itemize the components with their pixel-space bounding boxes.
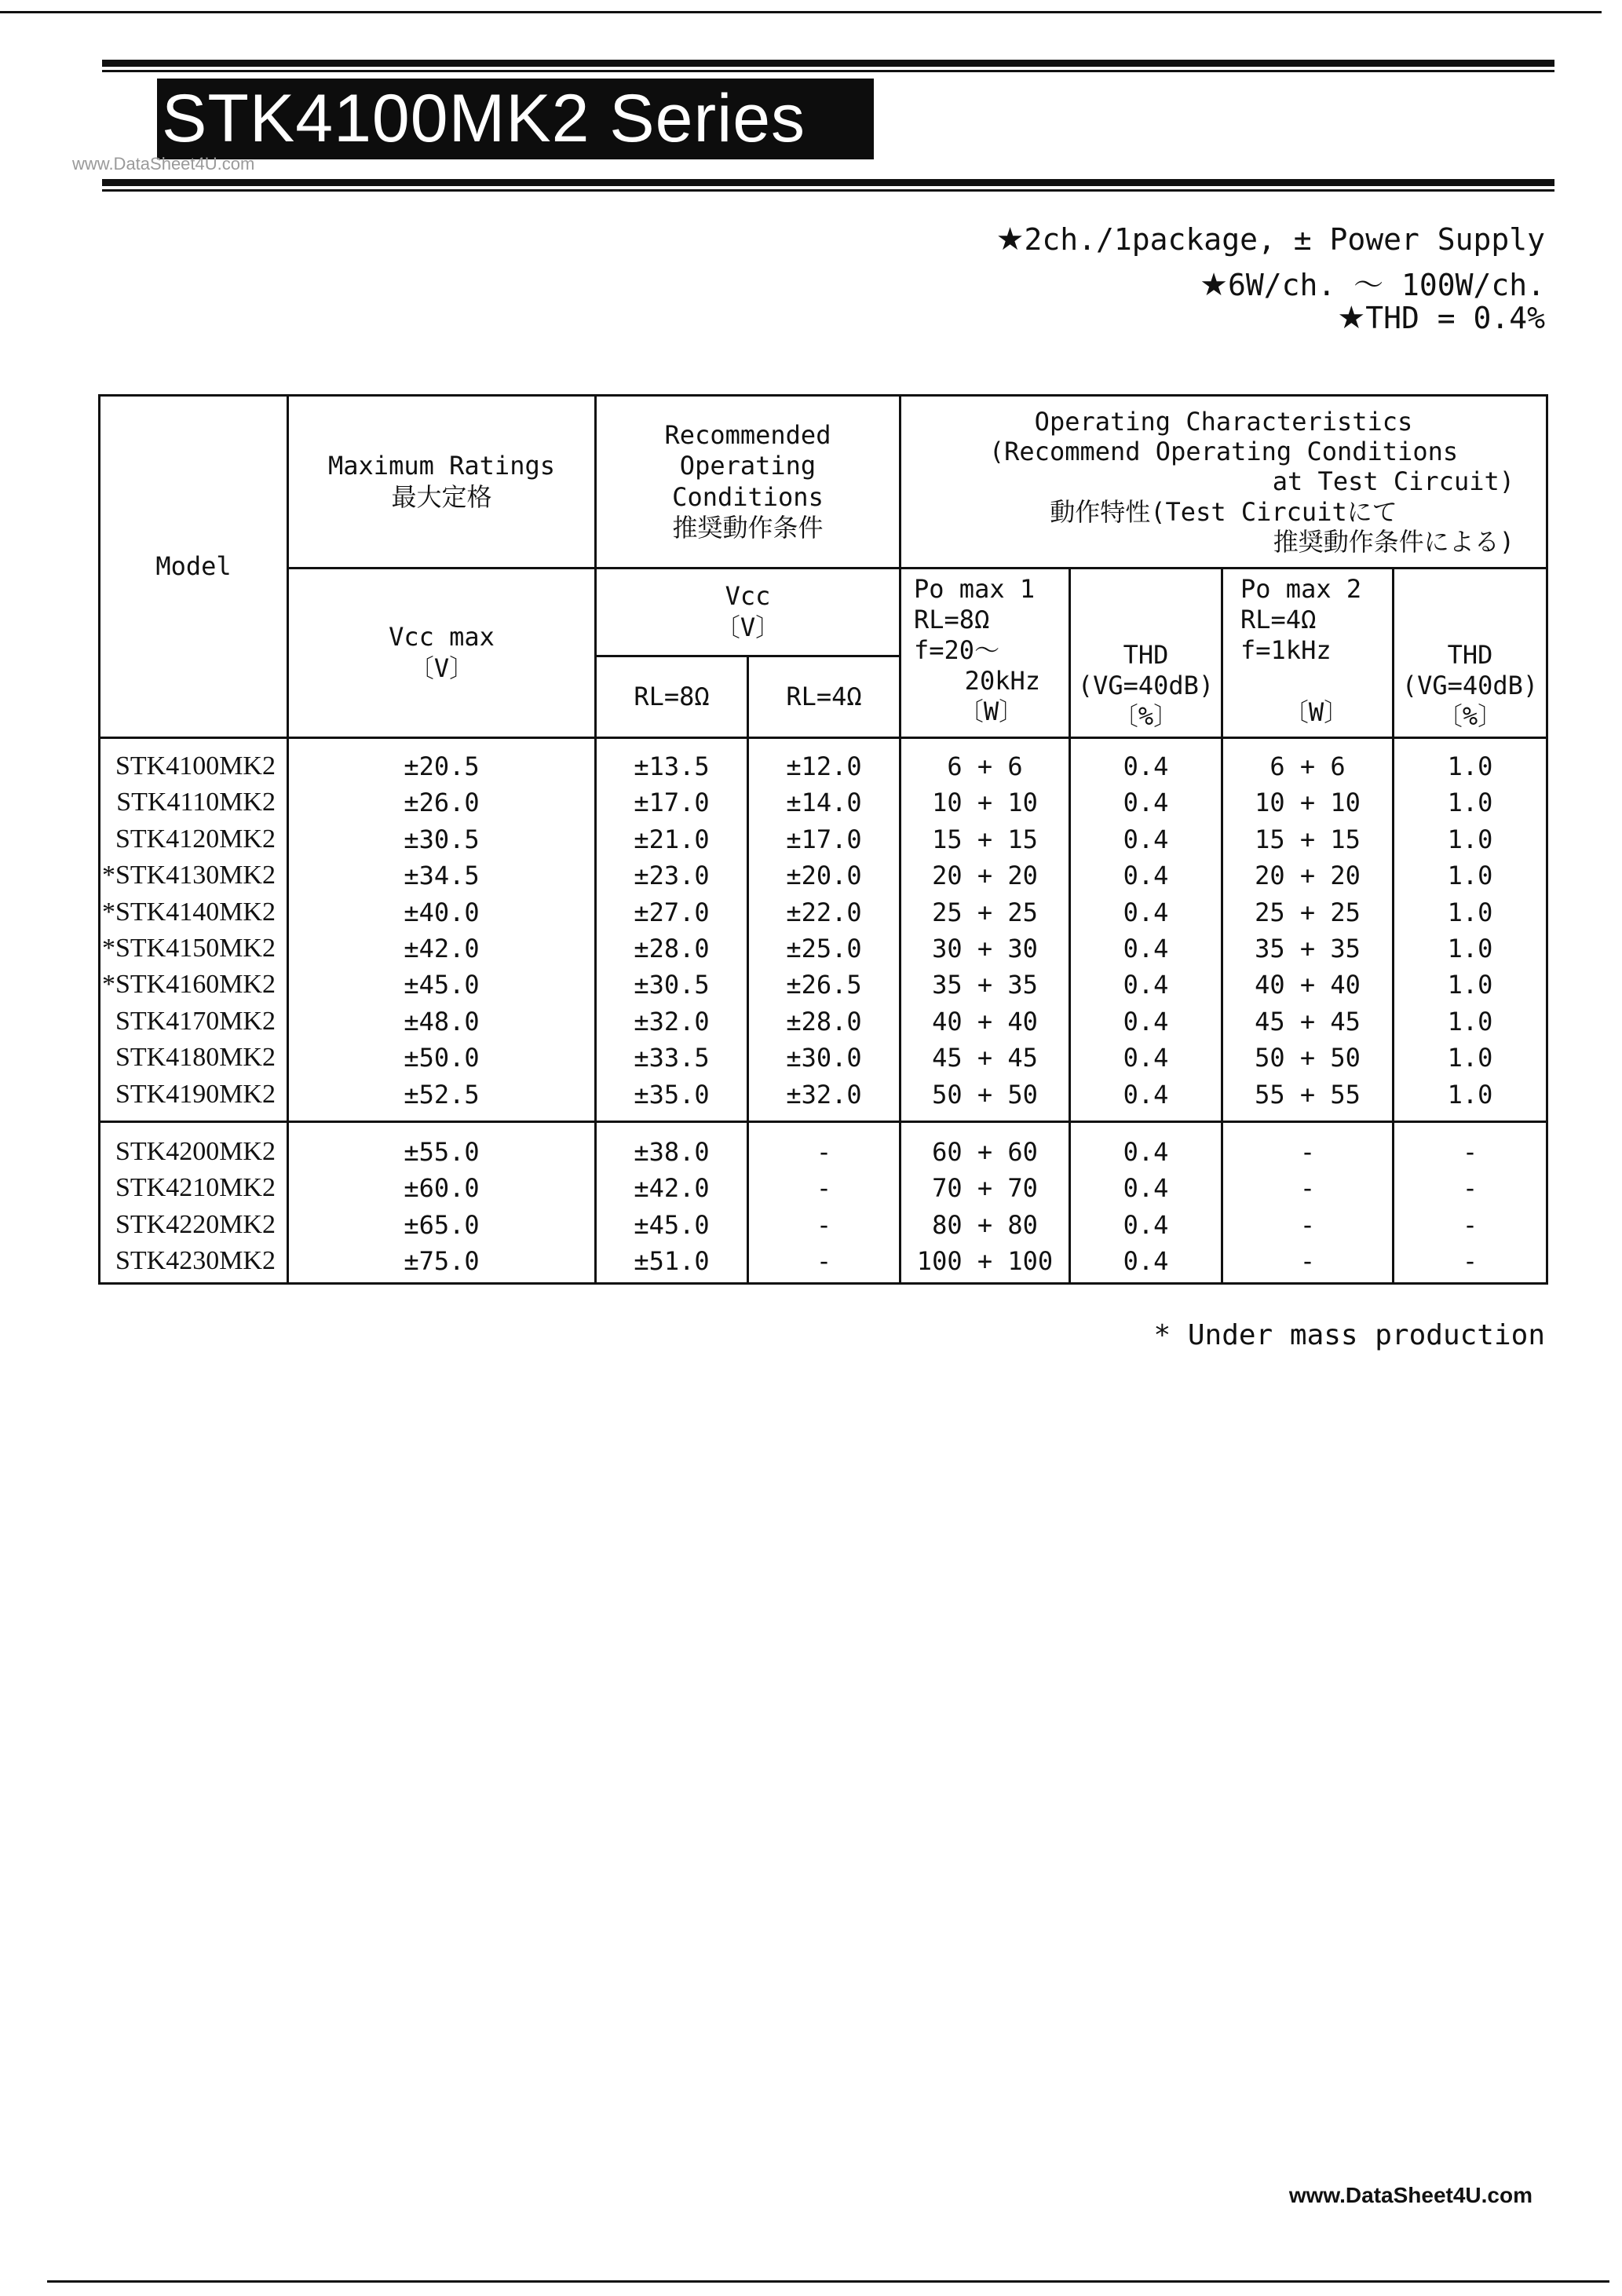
value-cell: - [1462,1173,1478,1204]
value-cell: 0.4 [1123,1246,1169,1277]
value-cell: - [816,1246,832,1277]
star-icon: ★ [1200,267,1228,303]
value-cell: ±20.0 [786,861,862,891]
value-cell: ±45.0 [404,970,480,1000]
value-cell: 1.0 [1447,970,1493,1000]
rl-8-header: RL=8Ω [596,656,748,738]
value-cell: ±48.0 [404,1006,480,1036]
model-name-cell: *STK4140MK2 [101,897,276,927]
po-max-2-label: Po max 2 [1240,574,1362,604]
value-cell: ±28.0 [786,1006,862,1036]
rl-4-header: RL=4Ω [748,656,901,738]
value-cell: ±65.0 [404,1209,480,1240]
value-cell: ±38.0 [634,1136,710,1167]
value-cell: 100 + 100 [916,1246,1054,1277]
recommended-header [596,396,901,569]
value-cell: ±23.0 [634,861,710,891]
vcc-8-col [596,1121,748,1284]
value-cell: 0.4 [1123,933,1169,963]
star-icon: ★ [995,221,1025,258]
header-rule-bottom-thin [102,189,1554,192]
value-cell: 1.0 [1447,861,1493,891]
table-row-group-b [100,1121,1547,1284]
value-cell: 1.0 [1447,1043,1493,1073]
model-name-cell: STK4110MK2 [116,788,276,817]
po-max-2-unit: 〔W〕 [1283,697,1350,728]
value-cell: 45 + 45 [932,1043,1038,1073]
operating-label-jp: 動作特性(Test Circuitにて [1050,496,1397,527]
value-cell: 25 + 25 [932,897,1038,927]
value-cell: ±30.5 [634,970,710,1000]
value-cell: ±50.0 [404,1043,480,1073]
feature-line-3 [1337,300,1545,336]
thd-1-label: THD [1123,639,1169,670]
operating-label-2: (Recommend Operating Conditions [988,436,1459,466]
value-cell: ±34.5 [404,861,480,891]
value-cell: ±75.0 [404,1246,480,1277]
value-cell: 1.0 [1447,1079,1493,1110]
model-name-cell: STK4210MK2 [115,1173,276,1203]
star-icon: ★ [1337,300,1366,336]
value-cell: ±52.5 [404,1079,480,1110]
value-cell: ±42.0 [404,933,480,963]
value-cell: ±35.0 [634,1079,710,1110]
value-cell: ±14.0 [786,788,862,818]
value-cell: 10 + 10 [1255,788,1361,818]
feature-text: 2ch./1package, ± Power Supply [1024,222,1545,257]
value-cell: 80 + 80 [932,1209,1038,1240]
header-rule-top [102,60,1554,67]
value-cell: ±25.0 [786,933,862,963]
header-row-1 [100,396,1547,569]
value-cell: 0.4 [1123,970,1169,1000]
value-cell: - [1299,1173,1316,1204]
value-cell: 0.4 [1123,1173,1169,1204]
thd-2-unit: 〔%〕 [1437,700,1503,731]
po-max-2-rl: RL=4Ω [1240,605,1317,635]
value-cell: ±17.0 [786,824,862,854]
top-scan-line [0,11,1602,13]
value-cell: 1.0 [1447,897,1493,927]
value-cell: - [1462,1246,1478,1277]
value-cell: 20 + 20 [1255,861,1361,891]
value-cell: ±26.0 [404,788,480,818]
recommended-label-jp: 推奨動作条件 [672,512,824,543]
po-max-1-unit: 〔W〕 [958,696,1025,727]
value-cell: 35 + 35 [932,970,1038,1000]
max-ratings-label-jp: 最大定格 [391,481,492,512]
feature-text: THD = 0.4% [1365,301,1545,335]
operating-label-jp-2: 推奨動作条件による) [1273,527,1514,558]
vcc-unit: 〔V〕 [714,612,781,642]
value-cell: - [1299,1246,1316,1277]
model-header [100,396,288,738]
operating-header [901,396,1547,569]
value-cell: 0.4 [1123,1079,1169,1110]
model-col [100,1121,288,1284]
po-max-1-label: Po max 1 [914,574,1036,604]
value-cell: - [1299,1136,1316,1167]
model-col [100,738,288,1122]
thd-2-label: THD [1447,639,1493,670]
value-cell: 50 + 50 [1255,1043,1361,1073]
page-title: STK4100MK2 Series [157,79,874,159]
value-cell: ±45.0 [634,1209,710,1240]
value-cell: ±28.0 [634,933,710,963]
value-cell: 0.4 [1123,788,1169,818]
max-ratings-label: Maximum Ratings [328,451,555,481]
footnote: * Under mass production [1153,1319,1545,1351]
value-cell: ±33.5 [634,1043,710,1073]
value-cell: 0.4 [1123,824,1169,854]
value-cell: - [816,1209,832,1240]
feature-line-2 [1200,261,1545,304]
value-cell: - [1462,1136,1478,1167]
value-cell: 55 + 55 [1255,1079,1361,1110]
vcc-8-col [596,738,748,1122]
value-cell: 0.4 [1123,751,1169,781]
recommended-label-2: Operating Conditions [672,451,824,512]
value-cell: 1.0 [1447,824,1493,854]
value-cell: ±17.0 [634,788,710,818]
value-cell: - [1299,1209,1316,1240]
value-cell: 40 + 40 [1255,970,1361,1000]
footer-url: www.DataSheet4U.com [1288,2183,1532,2207]
value-cell: 1.0 [1447,788,1493,818]
po-max-2-header [1222,569,1394,738]
thd-1-col [1070,1121,1222,1284]
value-cell: ±51.0 [634,1246,710,1277]
po-max-1-freq-2: 20kHz [964,666,1040,696]
value-cell: ±42.0 [634,1173,710,1204]
value-cell: ±22.0 [786,897,862,927]
model-name-cell: STK4200MK2 [115,1136,276,1166]
value-cell: ±13.5 [634,751,710,781]
value-cell: 1.0 [1447,1006,1493,1036]
model-name-cell: STK4180MK2 [115,1043,276,1073]
vcc-header [596,569,901,656]
value-cell: ±12.0 [786,751,862,781]
value-cell: ±30.0 [786,1043,862,1073]
thd-1-unit: 〔%〕 [1112,700,1179,731]
model-name-cell: *STK4160MK2 [101,970,276,1000]
model-header-label: Model [155,550,232,581]
value-cell: 0.4 [1123,1136,1169,1167]
value-cell: ±26.5 [786,970,862,1000]
value-cell: - [1462,1209,1478,1240]
value-cell: 0.4 [1123,897,1169,927]
vcc-4-col [748,1121,901,1284]
value-cell: 20 + 20 [932,861,1038,891]
value-cell: 0.4 [1123,1043,1169,1073]
thd-1-gain: (VG=40dB) [1077,670,1215,700]
thd-2-col [1394,738,1547,1122]
po-max-1-header [901,569,1070,738]
po-max-2-freq: f=1kHz [1240,635,1332,666]
po-max-1-col [901,738,1070,1122]
po-max-1-freq: f=20～ [914,635,1000,666]
table-row-group-a [100,738,1547,1122]
vcc-label: Vcc [725,581,771,612]
thd-2-header [1394,569,1547,738]
operating-label: Operating Characteristics [1034,406,1413,437]
value-cell: ±40.0 [404,897,480,927]
model-name-cell: STK4120MK2 [115,824,276,854]
value-cell: ±27.0 [634,897,710,927]
value-cell: 50 + 50 [932,1079,1038,1110]
vcc-max-unit: 〔V〕 [408,653,475,683]
value-cell: 70 + 70 [932,1173,1038,1204]
model-name-cell: *STK4150MK2 [101,933,276,963]
vcc-max-header [288,569,596,738]
vcc-max-col [288,1121,596,1284]
vcc-4-col [748,738,901,1122]
model-name-cell: STK4230MK2 [115,1246,276,1276]
value-cell: 0.4 [1123,1006,1169,1036]
value-cell: 60 + 60 [932,1136,1038,1167]
value-cell: 15 + 15 [1255,824,1361,854]
value-cell: 1.0 [1447,933,1493,963]
bottom-scan-line [47,2280,1609,2283]
header-row-2 [100,569,1547,656]
header-rule-bottom [102,179,1554,186]
po-max-2-col [1222,738,1394,1122]
model-name-cell: STK4100MK2 [115,751,276,781]
max-ratings-header [288,396,596,569]
value-cell: 1.0 [1447,751,1493,781]
operating-label-3: at Test Circuit) [1272,466,1514,497]
value-cell: 10 + 10 [932,788,1038,818]
value-cell: - [816,1136,832,1167]
value-cell: ±32.0 [786,1079,862,1110]
feature-text: 6W/ch. ～ 100W/ch. [1227,268,1545,302]
value-cell: 30 + 30 [932,933,1038,963]
value-cell: ±21.0 [634,824,710,854]
value-cell: - [816,1173,832,1204]
thd-1-col [1070,738,1222,1122]
value-cell: ±20.5 [404,751,480,781]
model-name-cell: *STK4130MK2 [101,861,276,890]
value-cell: ±60.0 [404,1173,480,1204]
value-cell: 6 + 6 [1269,751,1346,781]
watermark-text: www.DataSheet4U.com [72,154,255,174]
spec-table [98,394,1548,1285]
value-cell: 40 + 40 [932,1006,1038,1036]
model-name-cell: STK4170MK2 [115,1006,276,1036]
value-cell: 15 + 15 [932,824,1038,854]
value-cell: 35 + 35 [1255,933,1361,963]
po-max-1-rl: RL=8Ω [914,605,990,635]
header-rule-top-thin [102,70,1554,72]
value-cell: 6 + 6 [947,751,1023,781]
feature-line-1 [996,221,1545,258]
vcc-max-col [288,738,596,1122]
po-max-2-col [1222,1121,1394,1284]
value-cell: 0.4 [1123,1209,1169,1240]
model-name-cell: STK4220MK2 [115,1209,276,1239]
po-max-1-col [901,1121,1070,1284]
vcc-max-label: Vcc max [389,622,495,653]
value-cell: 25 + 25 [1255,897,1361,927]
value-cell: ±55.0 [404,1136,480,1167]
value-cell: 45 + 45 [1255,1006,1361,1036]
value-cell: 0.4 [1123,861,1169,891]
value-cell: ±32.0 [634,1006,710,1036]
recommended-label: Recommended [664,420,831,451]
thd-1-header [1070,569,1222,738]
thd-2-col [1394,1121,1547,1284]
value-cell: ±30.5 [404,824,480,854]
model-name-cell: STK4190MK2 [115,1079,276,1109]
thd-2-gain: (VG=40dB) [1401,670,1539,700]
